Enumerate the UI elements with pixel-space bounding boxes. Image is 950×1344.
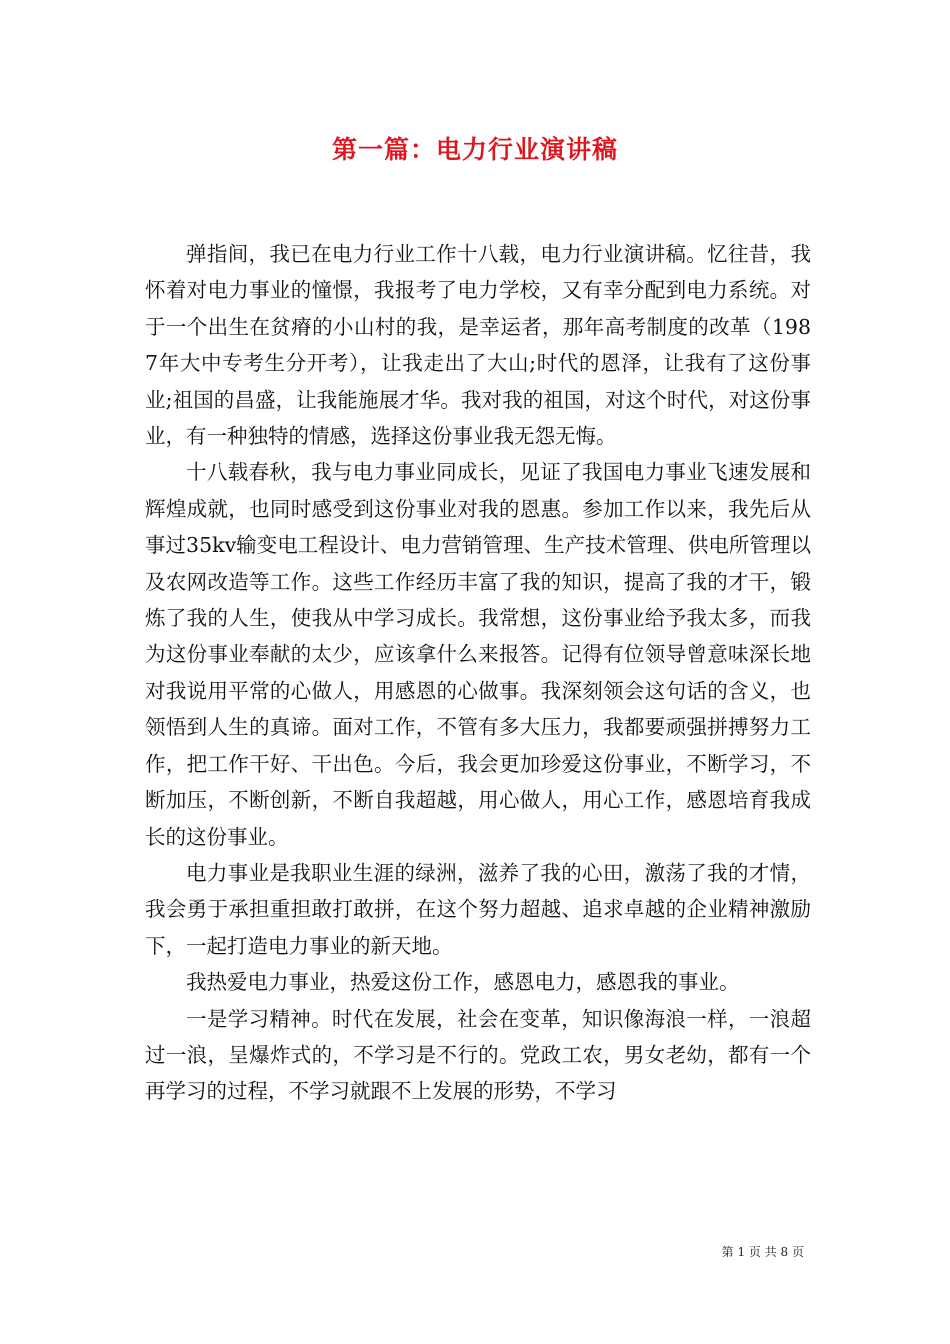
paragraph-2: 十八载春秋，我与电力事业同成长，见证了我国电力事业飞速发展和辉煌成就，也同时感受到这份事业对我的恩惠。参加工作以来，我先后从事过35kv输变电工程设计、电力营销管理、生产技术管理、供电所管理以及农网改造等工作。这些工作经历丰富了我的知识，提高了我的才干，锻炼了我的人生，使我从中学习成长。我常想，这份事业给予我太多，而我为这份事业奉献的太少，应该拿什么来报答。记得有位领导曾意味深长地对我说用平常的心做人，用感恩的心做事。我深刻领会这句话的含义，也领悟到人生的真谛。面对工作，不管有多大压力，我都要顽强拼搏努力工作，把工作干好、干出色。今后，我会更加珍爱这份事业，不断学习，不断加压，不断创新，不断自我超越，用心做人，用心工作，感恩培育我成长的这份事业。 — [145, 460, 811, 849]
paragraph-5: 一是学习精神。时代在发展，社会在变革，知识像海浪一样，一浪超过一浪，呈爆炸式的，不学习是不行的。党政工农，男女老幼，都有一个再学习的过程，不学习就跟不上发展的形势，不学习 — [145, 1006, 811, 1104]
page-number-footer: 第 1 页 共 8 页 — [721, 1245, 804, 1259]
paragraph-3: 电力事业是我职业生涯的绿洲，滋养了我的心田，激荡了我的才情，我会勇于承担重担敢打敢拼，在这个努力超越、追求卓越的企业精神激励下，一起打造电力事业的新天地。 — [145, 860, 811, 958]
document-body — [145, 236, 811, 1110]
document-title: 第一篇：电力行业演讲稿 — [331, 135, 618, 164]
paragraph-4: 我热爱电力事业，热爱这份工作，感恩电力，感恩我的事业。 — [186, 970, 740, 995]
paragraph-1: 弹指间，我已在电力行业工作十八载，电力行业演讲稿。忆往昔，我怀着对电力事业的憧憬，我报考了电力学校，又有幸分配到电力系统。对于一个出生在贫瘠的小山村的我，是幸运者，那年高考制度的改革（1987年大中专考生分开考），让我走出了大山;时代的恩泽，让我有了这份事业;祖国的昌盛，让我能施展才华。我对我的祖国，对这个时代，对这份事业，有一种独特的情感，选择这份事业我无怨无悔。 — [145, 242, 811, 449]
